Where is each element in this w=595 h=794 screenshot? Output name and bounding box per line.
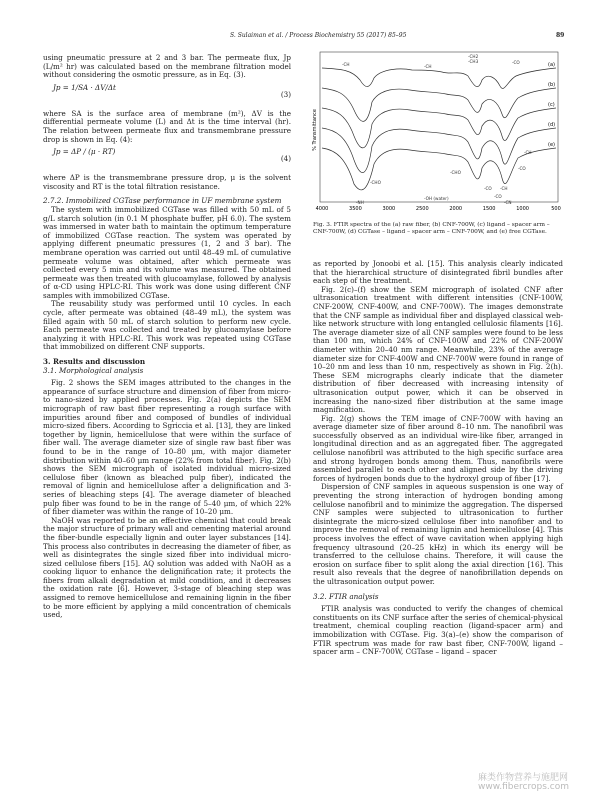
equation-3-body: Jp = 1/SA · ΔV/Δt: [53, 82, 116, 92]
x-tick-label: 4000: [315, 206, 329, 212]
peak-annotation: -CO: [512, 60, 520, 65]
paragraph: using pneumatic pressure at 2 and 3 bar. The permeate flux, Jp (L/m² hr) was calculated based on the membrane filtration model without considering the osmotic pressure, as in Eq. (3).: [43, 53, 291, 80]
right-column: [313, 260, 563, 657]
section-heading-3-1: 3.1. Morphological analysis: [43, 365, 144, 375]
curve-label: (a): [548, 62, 555, 68]
running-title: S. Sulaiman et al. / Process Biochemistry 55 (2017) 85–95: [230, 32, 407, 39]
paragraph: The reusability study was performed until 10 cycles. In each cycle, after permeate was obtained (48–49 mL), the system was filled again with 50 mL of starch solution to perform new cycle. Each permeate was collected and treated by glucoamylase before analyzing it with HPLC-RI. This work was repeated using CGTase that immobilized on different CNF supports.: [43, 299, 291, 352]
x-tick-label: 2500: [415, 206, 429, 212]
x-tick-label: 3000: [382, 206, 396, 212]
paragraph: where ΔP is the transmembrane pressure drop, μ is the solvent viscosity and RT is the total filtration resistance.: [43, 173, 291, 191]
page-number: 89: [556, 32, 565, 39]
paragraph: Fig. 2 shows the SEM images attributed to the changes in the appearance of surface structure and dimension of fiber from micro- to nano-sized by applied processes. Fig. 2(a) depicts the SEM micrograph of raw bast fiber representing a rough surface with impurities around fiber and composed of bundles of individual micro-sized fibers. According to Sgriccia et al. [13], they are linked together by lignin, hemicellulose that were within the surface of fiber wall. The average diameter size of single raw bast fiber was found to be in the range of 10–80 μm, with major diameter distribution within 40–60 μm range (22% from total fiber). Fig. 2(b) shows the SEM micrograph of isolated individual micro-sized cellulose fiber (known as bleached pulp fiber), indicated the removal of lignin and hemicellulose after a delignification and 3-series of bleaching steps [4]. The average diameter of bleached pulp fiber was found to be in the range of 5–40 μm, of which 22% of fiber diameter was within the range of 10–20 μm.: [43, 378, 291, 517]
peak-annotation: -CH: [500, 186, 508, 191]
y-axis-label: % Transmittance: [312, 109, 318, 151]
curve-label: (d): [548, 122, 556, 128]
left-column: [43, 54, 291, 620]
peak-annotation: -CO: [518, 166, 526, 171]
paragraph: Dispersion of CNF samples in aqueous suspension is one way of preventing the strong interaction of hydrogen bonding among cellulose nanofibril and to minimize the aggregation. The dispersed CNF samples were subjected to ultrasonication to further disintegrate the micro-sized cellulose fiber into nanofiber and to improve the removal of remaining lignin and hemicellulose [4]. This process involves the effect of wave cavitation when applying high frequency ultrasound (20–25 kHz) in which its energy will be transferred to the cellulose chains. Therefore, it will cause the erosion on surface fiber to split along the axial direction [16]. This result also reveals that the degree of nanofibrillation depends on the ultrasonication output power.: [313, 482, 563, 586]
paragraph: Fig. 2(c)–(f) show the SEM micrograph of isolated CNF after ultrasonication treatment with different intensities (CNF-100W, CNF-200W, CNF-400W, and CNF-700W). The images demonstrate that the CNF sample as individual fiber and displayed classical web-like network structure with long entangled cellulosic filaments [16]. The average diameter size of all CNF samples were found to be less than 100 nm, which 24% of CNF-100W and 22% of CNF-200W diameter within 20–40 nm range. Meanwhile, 23% of the average diameter size for CNF-400W and CNF-700W were found in range of 10–20 nm and less than 10 nm, respectively as shown in Fig. 2(h). These SEM micrographs clearly indicate that the diameter distribution of fiber decreased with increasing intensity of ultrasonication output power, which it can be observed in increasing the nano-sized fiber distribution at the same image magnification.: [313, 284, 563, 415]
paragraph: NaOH was reported to be an effective chemical that could break the major structure of primary wall and cementing material around the fiber-bundle especially lignin and outer layer substances [14]. This process also contributes in decreasing the diameter of fiber, as well as disintegrates the single sized fiber into individual micro-sized cellulose fibers [15]. AQ solution was added with NaOH as a cooking liquor to enhance the delignification rate; it protects the fibers from alkali degradation at mild condition, and it decreases the oxidation rate [6]. However, 3-stage of bleaching step was assigned to remove hemicellulose and remaining lignin in the fiber to be more efficient by applying a mild concentration of chemicals used,: [43, 515, 291, 620]
ftir-figure: [312, 50, 562, 220]
peak-annotation: -CH: [524, 150, 532, 155]
x-tick-label: 1000: [516, 206, 529, 212]
paragraph: The system with immobilized CGTase was filled with 50 mL of 5 g/L starch solution (in 0.1 M phosphate buffer, pH 6.0). The system was immersed in water bath to maintain the optimum temperature of immobilized CGTase reaction. The system was operated by applying different pneumatic pressures (1, 2 and 3 bar). The membrane operation was carried out until 48–49 mL of cumulative permeate volume was obtained, after which permeate was collected every 5 min and its volume was measured. The obtained permeate was then treated with glucoamylase, followed by analysis of α-CD using HPLC-RI. This work was done using different CNF samples with immobilized CGTase.: [43, 204, 291, 300]
equation-4: [43, 148, 291, 170]
x-tick-label: 1500: [482, 206, 496, 212]
peak-annotation: -CO: [484, 186, 492, 191]
peak-annotation: -CH: [342, 62, 350, 67]
paragraph: FTIR analysis was conducted to verify the changes of chemical constituents on its CNF surface after the series of chemical-physical treatment, chemical coupling reaction (ligand-spacer arm) and immobilization with CGTase. Fig. 3(a)–(e) show the comparison of FTIR spectrum was made for raw bast fiber, CNF-700W, ligand – spacer arm – CNF-700W, CGTase – ligand – spacer: [313, 604, 563, 657]
equation-4-body: Jp = ΔP / (μ · RT): [53, 147, 116, 157]
curve-label: (b): [548, 82, 556, 88]
equation-number: (3): [280, 89, 291, 99]
paragraph: where SA is the surface area of membrane (m²), ΔV is the differential permeate volume (L) and Δt is the time interval (hr). The relation between permeate flux and transmembrane pressure drop is shown in Eq. (4):: [43, 108, 291, 144]
watermark-line-2: www.fibercrops.com: [478, 782, 569, 792]
spectrum-c: [322, 108, 556, 148]
x-tick-label: 3500: [349, 206, 362, 212]
peak-annotation: -CHO: [370, 180, 381, 185]
x-tick-label: 500: [551, 206, 561, 212]
equation-3: [43, 84, 291, 106]
x-axis-ticks: [316, 206, 561, 212]
watermark-line-1: 麻类作物营养与施肥网: [478, 773, 569, 783]
curve-label: (c): [548, 102, 555, 108]
peak-annotation: -CN: [504, 200, 512, 205]
section-heading-3-2: 3.2. FTIR analysis: [313, 591, 379, 601]
paragraph: Fig. 2(g) shows the TEM image of CNF-700W with having an average diameter size of fiber around 8–10 nm. The nanofibril was successfully observed as an individual wire-like fiber, arranged in longitudinal direction and as an aggregated fiber. The aggregated cellulose nanofibril was attributed to the high specific surface area and strong hydrogen bonds among them. Thus, nanofibrils were assembled parallel to each other and aligned side by the driving forces of hydrogen bonds due to the hydroxyl group of fiber [17].: [313, 413, 563, 483]
curve-label: (e): [548, 142, 555, 148]
peak-annotation: -CH: [424, 64, 432, 69]
section-heading-3: 3. Results and discussion: [43, 357, 146, 367]
peak-annotation: -CH2: [468, 54, 479, 59]
peak-annotation: -CHO: [450, 170, 461, 175]
peak-annotation: -CH3: [468, 59, 479, 64]
peak-annotation: -OH (water): [424, 196, 449, 201]
spectrum-a: [322, 68, 556, 88]
peak-annotation: -CO: [494, 194, 502, 199]
curve-labels: [548, 62, 555, 148]
paragraph: as reported by Jonoobi et al. [15]. This analysis clearly indicated that the hierarchical structure of disintegrated fibril bundles after each step of the treatment.: [313, 259, 563, 286]
figure-3-caption: Fig. 3. FTIR spectra of the (a) raw fiber, (b) CNF-700W, (c) ligand – spacer arm – CNF-700W, (d) CGTase – ligand – spacer arm – CNF-700W, and (e) free CGTase.: [313, 222, 550, 236]
spectra-curves: [322, 68, 556, 190]
section-heading-2-7-2: 2.7.2. Immobilized CGTase performance in UF membrane system: [43, 196, 282, 206]
x-tick-label: 2000: [449, 206, 463, 212]
peak-annotation: -NH: [356, 200, 364, 205]
equation-number: (4): [280, 154, 291, 164]
